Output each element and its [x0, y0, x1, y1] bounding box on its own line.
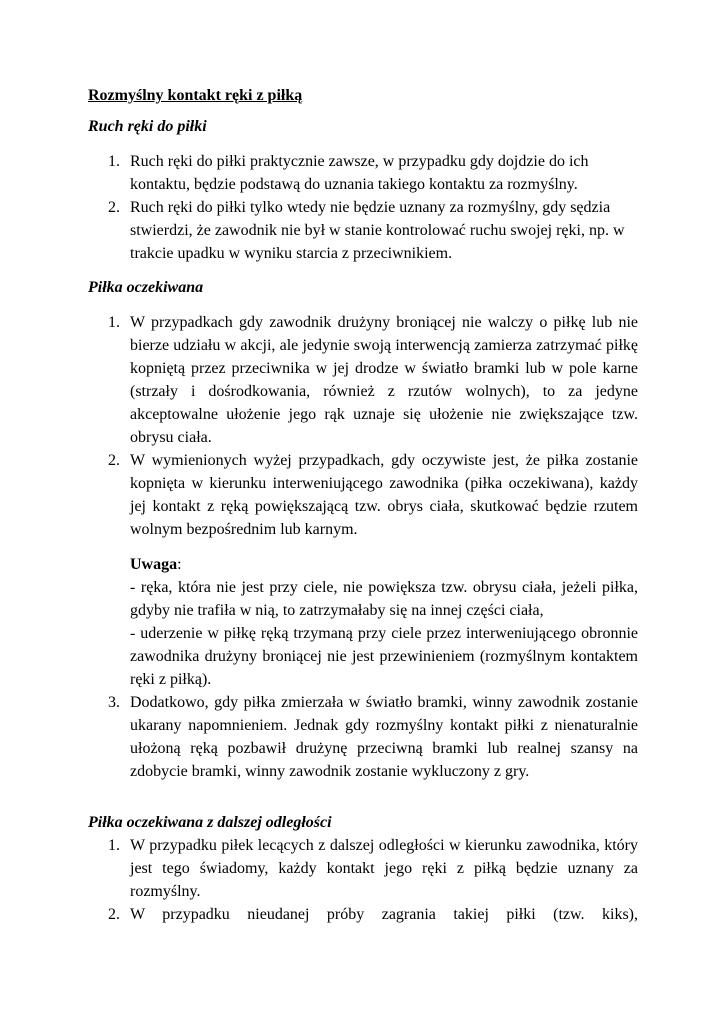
list-item	[88, 196, 638, 265]
list-item	[88, 311, 638, 449]
list-item-number: 3.	[108, 694, 120, 711]
list-item-text: Ruch ręki do piłki tylko wtedy nie będzie uznany za rozmyślny, gdy sędzia stwierdzi, że zawodnik nie był w stanie kontrolować ruchu swojej ręki, np. w trakcie upadku w wyniku starcia z przeciwnikiem.	[130, 199, 625, 262]
list-hand-movement	[88, 150, 638, 265]
document-page	[88, 84, 638, 926]
list-item-text: Ruch ręki do piłki praktycznie zawsze, w przypadku gdy dojdzie do ich kontaktu, będzie podstawą do uznania takiego kontaktu za rozmyślny.	[130, 153, 589, 193]
list-item	[88, 903, 638, 926]
list-long-distance	[88, 834, 638, 926]
list-item-text: W przypadku nieudanej próby zagrania takiej piłki (tzw. kiks),	[130, 906, 638, 923]
document-title: Rozmyślny kontakt ręki z piłką	[88, 87, 303, 104]
note-line: - ręka, która nie jest przy ciele, nie powiększa tzw. obrysu ciała, jeżeli piłka, gdyby nie trafiła w nią, to zatrzymałaby się na innej części ciała,	[130, 579, 638, 619]
list-item	[88, 150, 638, 196]
list-item-number: 2.	[108, 452, 120, 469]
list-item	[88, 449, 638, 691]
list-item-text: W przypadkach gdy zawodnik drużyny broniącej nie walczy o piłkę lub nie bierze udziału w akcji, ale jedynie swoją interwencją zamierza zatrzymać piłkę kopniętą przez przeciwnika w jej drodze w światło bramki lub w pole karne (strzały i dośrodkowania, również z rzutów wolnych), to za jedyne akceptowalne ułożenie jego rąk uznaje się ułożenie nie zwiększające tzw. obrysu ciała.	[130, 314, 638, 446]
list-item	[88, 691, 638, 783]
list-expected-ball	[88, 311, 638, 783]
list-item-text: W przypadku piłek lecących z dalszej odległości w kierunku zawodnika, który jest tego świadomy, każdy kontakt jego ręki z piłką będzie uznany za rozmyślny.	[130, 837, 638, 900]
list-item-text: W wymienionych wyżej przypadkach, gdy oczywiste jest, że piłka zostanie kopnięta w kierunku interweniującego zawodnika (piłka oczekiwana), każdy jej kontakt z ręką powiększającą tzw. obrys ciała, skutkować będzie rzutem wolnym bezpośrednim lub karnym.	[130, 452, 638, 538]
list-item-text: Dodatkowo, gdy piłka zmierzała w światło bramki, winny zawodnik zostanie ukarany napomnieniem. Jednak gdy rozmyślny kontakt piłki z nienaturalnie ułożoną ręką pozbawił drużynę przeciwną bramki lub realnej szansy na zdobycie bramki, winny zawodnik zostanie wykluczony z gry.	[130, 694, 638, 780]
note-block	[130, 553, 638, 691]
note-line: - uderzenie w piłkę ręką trzymaną przy ciele przez interweniującego obronnie zawodnika drużyny broniącej nie jest przewinieniem (rozmyślnym kontaktem ręki z piłką).	[130, 625, 638, 688]
list-item-number: 1.	[108, 837, 120, 854]
list-item	[88, 834, 638, 903]
list-item-number: 2.	[108, 199, 120, 216]
list-item-number: 2.	[108, 906, 120, 923]
section-heading-expected-ball: Piłka oczekiwana	[88, 279, 204, 296]
list-item-number: 1.	[108, 314, 120, 331]
note-title: Uwaga	[130, 556, 178, 573]
section-heading-hand-movement: Ruch ręki do piłki	[88, 118, 207, 135]
list-item-number: 1.	[108, 153, 120, 170]
note-colon: :	[177, 556, 182, 573]
section-heading-long-distance: Piłka oczekiwana z dalszej odległości	[88, 814, 332, 831]
note-heading	[130, 553, 638, 576]
